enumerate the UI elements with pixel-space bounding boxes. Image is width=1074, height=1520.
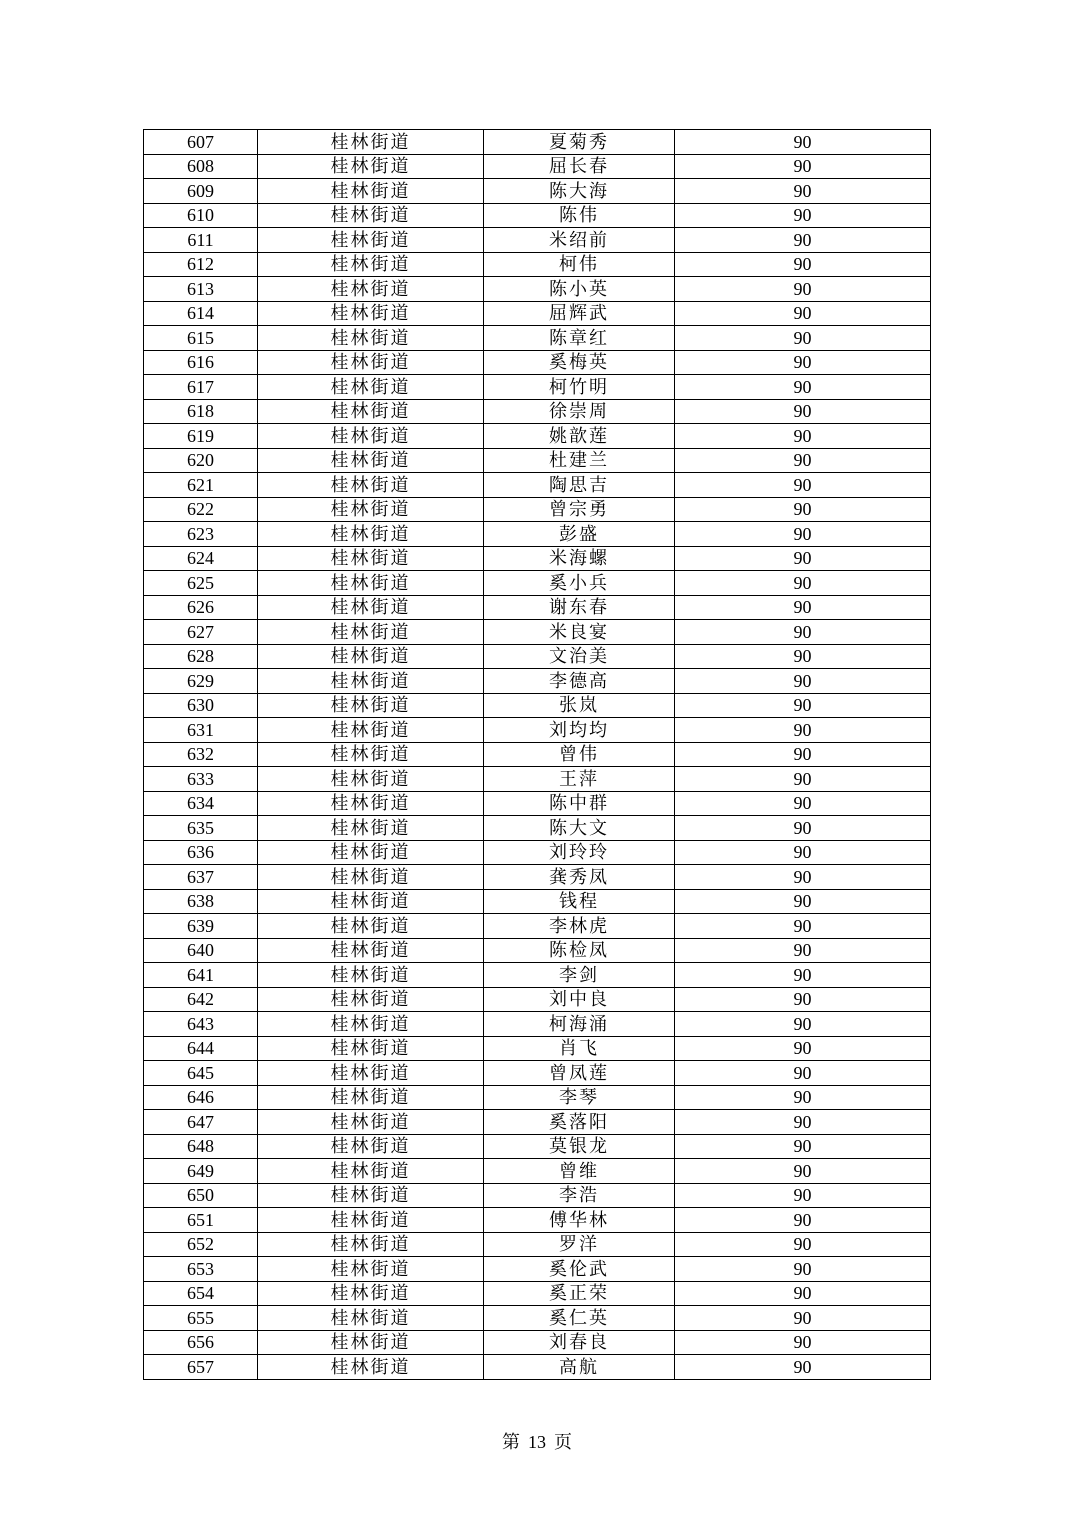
score-cell: 90 bbox=[675, 1306, 931, 1331]
name-cell: 夏菊秀 bbox=[484, 130, 675, 155]
name-cell: 柯海涌 bbox=[484, 1012, 675, 1037]
street-cell: 桂林街道 bbox=[258, 963, 484, 988]
street-cell: 桂林街道 bbox=[258, 889, 484, 914]
table-row bbox=[144, 326, 931, 351]
row-number-cell: 654 bbox=[144, 1281, 258, 1306]
street-cell: 桂林街道 bbox=[258, 301, 484, 326]
table-row bbox=[144, 252, 931, 277]
score-cell: 90 bbox=[675, 1183, 931, 1208]
table-row bbox=[144, 840, 931, 865]
name-cell: 张岚 bbox=[484, 693, 675, 718]
row-number-cell: 631 bbox=[144, 718, 258, 743]
name-cell: 陈中群 bbox=[484, 791, 675, 816]
score-cell: 90 bbox=[675, 938, 931, 963]
row-number-cell: 644 bbox=[144, 1036, 258, 1061]
name-cell: 奚小兵 bbox=[484, 571, 675, 596]
score-cell: 90 bbox=[675, 571, 931, 596]
score-cell: 90 bbox=[675, 1281, 931, 1306]
table-row bbox=[144, 1257, 931, 1282]
street-cell: 桂林街道 bbox=[258, 669, 484, 694]
score-cell: 90 bbox=[675, 963, 931, 988]
table-row bbox=[144, 1330, 931, 1355]
name-cell: 王萍 bbox=[484, 767, 675, 792]
score-cell: 90 bbox=[675, 840, 931, 865]
name-cell: 米良宴 bbox=[484, 620, 675, 645]
row-number-cell: 652 bbox=[144, 1232, 258, 1257]
street-cell: 桂林街道 bbox=[258, 326, 484, 351]
row-number-cell: 617 bbox=[144, 375, 258, 400]
score-cell: 90 bbox=[675, 424, 931, 449]
row-number-cell: 626 bbox=[144, 595, 258, 620]
street-cell: 桂林街道 bbox=[258, 228, 484, 253]
table-row bbox=[144, 669, 931, 694]
score-cell: 90 bbox=[675, 448, 931, 473]
name-cell: 刘均均 bbox=[484, 718, 675, 743]
street-cell: 桂林街道 bbox=[258, 1232, 484, 1257]
name-cell: 罗洋 bbox=[484, 1232, 675, 1257]
row-number-cell: 638 bbox=[144, 889, 258, 914]
score-cell: 90 bbox=[675, 130, 931, 155]
table-row bbox=[144, 620, 931, 645]
score-cell: 90 bbox=[675, 865, 931, 890]
street-cell: 桂林街道 bbox=[258, 1012, 484, 1037]
score-cell: 90 bbox=[675, 522, 931, 547]
row-number-cell: 633 bbox=[144, 767, 258, 792]
table-row bbox=[144, 693, 931, 718]
name-cell: 谢东春 bbox=[484, 595, 675, 620]
row-number-cell: 622 bbox=[144, 497, 258, 522]
table-row bbox=[144, 203, 931, 228]
name-cell: 杜建兰 bbox=[484, 448, 675, 473]
name-cell: 高航 bbox=[484, 1355, 675, 1380]
score-cell: 90 bbox=[675, 1012, 931, 1037]
street-cell: 桂林街道 bbox=[258, 571, 484, 596]
name-cell: 米海螺 bbox=[484, 546, 675, 571]
street-cell: 桂林街道 bbox=[258, 252, 484, 277]
row-number-cell: 641 bbox=[144, 963, 258, 988]
street-cell: 桂林街道 bbox=[258, 473, 484, 498]
score-cell: 90 bbox=[675, 1036, 931, 1061]
name-cell: 曾凤莲 bbox=[484, 1061, 675, 1086]
page-number: 13 bbox=[528, 1432, 546, 1452]
table-row bbox=[144, 277, 931, 302]
score-cell: 90 bbox=[675, 252, 931, 277]
table-row bbox=[144, 1159, 931, 1184]
street-cell: 桂林街道 bbox=[258, 938, 484, 963]
row-number-cell: 657 bbox=[144, 1355, 258, 1380]
street-cell: 桂林街道 bbox=[258, 375, 484, 400]
name-cell: 姚歆莲 bbox=[484, 424, 675, 449]
street-cell: 桂林街道 bbox=[258, 154, 484, 179]
name-cell: 傅华林 bbox=[484, 1208, 675, 1233]
street-cell: 桂林街道 bbox=[258, 130, 484, 155]
table-row bbox=[144, 1036, 931, 1061]
table-row bbox=[144, 718, 931, 743]
score-cell: 90 bbox=[675, 1134, 931, 1159]
street-cell: 桂林街道 bbox=[258, 1208, 484, 1233]
name-cell: 奚伦武 bbox=[484, 1257, 675, 1282]
table-row bbox=[144, 546, 931, 571]
row-number-cell: 653 bbox=[144, 1257, 258, 1282]
row-number-cell: 656 bbox=[144, 1330, 258, 1355]
name-cell: 李剑 bbox=[484, 963, 675, 988]
row-number-cell: 647 bbox=[144, 1110, 258, 1135]
table-row bbox=[144, 1085, 931, 1110]
row-number-cell: 623 bbox=[144, 522, 258, 547]
table-row bbox=[144, 399, 931, 424]
score-cell: 90 bbox=[675, 889, 931, 914]
row-number-cell: 615 bbox=[144, 326, 258, 351]
table-row bbox=[144, 595, 931, 620]
name-cell: 徐崇周 bbox=[484, 399, 675, 424]
footer-prefix: 第 bbox=[502, 1432, 520, 1452]
row-number-cell: 621 bbox=[144, 473, 258, 498]
name-cell: 陶思吉 bbox=[484, 473, 675, 498]
table-row bbox=[144, 1208, 931, 1233]
name-cell: 钱程 bbox=[484, 889, 675, 914]
table-row bbox=[144, 130, 931, 155]
street-cell: 桂林街道 bbox=[258, 448, 484, 473]
row-number-cell: 635 bbox=[144, 816, 258, 841]
table-row bbox=[144, 816, 931, 841]
score-cell: 90 bbox=[675, 987, 931, 1012]
score-cell: 90 bbox=[675, 375, 931, 400]
roster-table bbox=[143, 129, 931, 1380]
table-row bbox=[144, 228, 931, 253]
score-cell: 90 bbox=[675, 1159, 931, 1184]
name-cell: 李浩 bbox=[484, 1183, 675, 1208]
table-row bbox=[144, 1110, 931, 1135]
row-number-cell: 619 bbox=[144, 424, 258, 449]
table-row bbox=[144, 350, 931, 375]
name-cell: 莫银龙 bbox=[484, 1134, 675, 1159]
name-cell: 屈辉武 bbox=[484, 301, 675, 326]
street-cell: 桂林街道 bbox=[258, 816, 484, 841]
score-cell: 90 bbox=[675, 1355, 931, 1380]
row-number-cell: 634 bbox=[144, 791, 258, 816]
score-cell: 90 bbox=[675, 473, 931, 498]
table-row bbox=[144, 1306, 931, 1331]
street-cell: 桂林街道 bbox=[258, 1281, 484, 1306]
score-cell: 90 bbox=[675, 1257, 931, 1282]
score-cell: 90 bbox=[675, 154, 931, 179]
score-cell: 90 bbox=[675, 277, 931, 302]
table-row bbox=[144, 473, 931, 498]
score-cell: 90 bbox=[675, 791, 931, 816]
table-row bbox=[144, 154, 931, 179]
street-cell: 桂林街道 bbox=[258, 791, 484, 816]
footer-suffix: 页 bbox=[554, 1432, 572, 1452]
table-row bbox=[144, 963, 931, 988]
row-number-cell: 629 bbox=[144, 669, 258, 694]
name-cell: 陈大海 bbox=[484, 179, 675, 204]
table-row bbox=[144, 571, 931, 596]
street-cell: 桂林街道 bbox=[258, 1306, 484, 1331]
street-cell: 桂林街道 bbox=[258, 840, 484, 865]
name-cell: 李琴 bbox=[484, 1085, 675, 1110]
street-cell: 桂林街道 bbox=[258, 179, 484, 204]
row-number-cell: 639 bbox=[144, 914, 258, 939]
row-number-cell: 643 bbox=[144, 1012, 258, 1037]
table-row bbox=[144, 1355, 931, 1380]
table-row bbox=[144, 865, 931, 890]
table-row bbox=[144, 938, 931, 963]
table-row bbox=[144, 1183, 931, 1208]
table-row bbox=[144, 1281, 931, 1306]
street-cell: 桂林街道 bbox=[258, 595, 484, 620]
table-row bbox=[144, 522, 931, 547]
table-row bbox=[144, 1134, 931, 1159]
score-cell: 90 bbox=[675, 326, 931, 351]
table-row bbox=[144, 889, 931, 914]
score-cell: 90 bbox=[675, 914, 931, 939]
name-cell: 奚梅英 bbox=[484, 350, 675, 375]
street-cell: 桂林街道 bbox=[258, 1355, 484, 1380]
table-row bbox=[144, 1232, 931, 1257]
row-number-cell: 620 bbox=[144, 448, 258, 473]
row-number-cell: 618 bbox=[144, 399, 258, 424]
row-number-cell: 645 bbox=[144, 1061, 258, 1086]
row-number-cell: 646 bbox=[144, 1085, 258, 1110]
street-cell: 桂林街道 bbox=[258, 644, 484, 669]
table-row bbox=[144, 179, 931, 204]
row-number-cell: 611 bbox=[144, 228, 258, 253]
street-cell: 桂林街道 bbox=[258, 1257, 484, 1282]
table-row bbox=[144, 497, 931, 522]
table-row bbox=[144, 1012, 931, 1037]
name-cell: 彭盛 bbox=[484, 522, 675, 547]
name-cell: 奚落阳 bbox=[484, 1110, 675, 1135]
page-footer bbox=[0, 1431, 1074, 1453]
street-cell: 桂林街道 bbox=[258, 1330, 484, 1355]
score-cell: 90 bbox=[675, 301, 931, 326]
row-number-cell: 609 bbox=[144, 179, 258, 204]
street-cell: 桂林街道 bbox=[258, 914, 484, 939]
table-row bbox=[144, 742, 931, 767]
row-number-cell: 612 bbox=[144, 252, 258, 277]
table-row bbox=[144, 791, 931, 816]
street-cell: 桂林街道 bbox=[258, 399, 484, 424]
street-cell: 桂林街道 bbox=[258, 1159, 484, 1184]
row-number-cell: 642 bbox=[144, 987, 258, 1012]
score-cell: 90 bbox=[675, 1232, 931, 1257]
street-cell: 桂林街道 bbox=[258, 620, 484, 645]
score-cell: 90 bbox=[675, 497, 931, 522]
street-cell: 桂林街道 bbox=[258, 1085, 484, 1110]
table-row bbox=[144, 375, 931, 400]
row-number-cell: 614 bbox=[144, 301, 258, 326]
name-cell: 李林虎 bbox=[484, 914, 675, 939]
row-number-cell: 625 bbox=[144, 571, 258, 596]
street-cell: 桂林街道 bbox=[258, 718, 484, 743]
score-cell: 90 bbox=[675, 669, 931, 694]
name-cell: 曾维 bbox=[484, 1159, 675, 1184]
row-number-cell: 655 bbox=[144, 1306, 258, 1331]
row-number-cell: 628 bbox=[144, 644, 258, 669]
table-row bbox=[144, 644, 931, 669]
row-number-cell: 649 bbox=[144, 1159, 258, 1184]
score-cell: 90 bbox=[675, 1330, 931, 1355]
table-row bbox=[144, 301, 931, 326]
table-row bbox=[144, 1061, 931, 1086]
score-cell: 90 bbox=[675, 1085, 931, 1110]
row-number-cell: 627 bbox=[144, 620, 258, 645]
table-row bbox=[144, 424, 931, 449]
street-cell: 桂林街道 bbox=[258, 497, 484, 522]
name-cell: 屈长春 bbox=[484, 154, 675, 179]
row-number-cell: 616 bbox=[144, 350, 258, 375]
score-cell: 90 bbox=[675, 1110, 931, 1135]
row-number-cell: 648 bbox=[144, 1134, 258, 1159]
street-cell: 桂林街道 bbox=[258, 742, 484, 767]
street-cell: 桂林街道 bbox=[258, 424, 484, 449]
name-cell: 曾伟 bbox=[484, 742, 675, 767]
table-row bbox=[144, 914, 931, 939]
name-cell: 刘中良 bbox=[484, 987, 675, 1012]
name-cell: 米绍前 bbox=[484, 228, 675, 253]
street-cell: 桂林街道 bbox=[258, 767, 484, 792]
row-number-cell: 651 bbox=[144, 1208, 258, 1233]
name-cell: 刘春良 bbox=[484, 1330, 675, 1355]
street-cell: 桂林街道 bbox=[258, 277, 484, 302]
score-cell: 90 bbox=[675, 203, 931, 228]
name-cell: 柯伟 bbox=[484, 252, 675, 277]
name-cell: 陈大文 bbox=[484, 816, 675, 841]
table-row bbox=[144, 767, 931, 792]
street-cell: 桂林街道 bbox=[258, 546, 484, 571]
name-cell: 陈伟 bbox=[484, 203, 675, 228]
name-cell: 陈章红 bbox=[484, 326, 675, 351]
name-cell: 奚正荣 bbox=[484, 1281, 675, 1306]
row-number-cell: 610 bbox=[144, 203, 258, 228]
row-number-cell: 608 bbox=[144, 154, 258, 179]
row-number-cell: 624 bbox=[144, 546, 258, 571]
street-cell: 桂林街道 bbox=[258, 1061, 484, 1086]
street-cell: 桂林街道 bbox=[258, 1134, 484, 1159]
score-cell: 90 bbox=[675, 742, 931, 767]
row-number-cell: 630 bbox=[144, 693, 258, 718]
score-cell: 90 bbox=[675, 399, 931, 424]
name-cell: 陈小英 bbox=[484, 277, 675, 302]
name-cell: 柯竹明 bbox=[484, 375, 675, 400]
roster-table-body bbox=[144, 130, 931, 1380]
score-cell: 90 bbox=[675, 644, 931, 669]
street-cell: 桂林街道 bbox=[258, 865, 484, 890]
row-number-cell: 637 bbox=[144, 865, 258, 890]
score-cell: 90 bbox=[675, 1061, 931, 1086]
score-cell: 90 bbox=[675, 767, 931, 792]
name-cell: 龚秀凤 bbox=[484, 865, 675, 890]
row-number-cell: 632 bbox=[144, 742, 258, 767]
name-cell: 陈检凤 bbox=[484, 938, 675, 963]
street-cell: 桂林街道 bbox=[258, 693, 484, 718]
row-number-cell: 607 bbox=[144, 130, 258, 155]
score-cell: 90 bbox=[675, 179, 931, 204]
row-number-cell: 636 bbox=[144, 840, 258, 865]
street-cell: 桂林街道 bbox=[258, 1183, 484, 1208]
row-number-cell: 650 bbox=[144, 1183, 258, 1208]
score-cell: 90 bbox=[675, 620, 931, 645]
score-cell: 90 bbox=[675, 228, 931, 253]
score-cell: 90 bbox=[675, 350, 931, 375]
street-cell: 桂林街道 bbox=[258, 203, 484, 228]
score-cell: 90 bbox=[675, 595, 931, 620]
name-cell: 刘玲玲 bbox=[484, 840, 675, 865]
street-cell: 桂林街道 bbox=[258, 1036, 484, 1061]
name-cell: 曾宗勇 bbox=[484, 497, 675, 522]
table-row bbox=[144, 987, 931, 1012]
score-cell: 90 bbox=[675, 693, 931, 718]
street-cell: 桂林街道 bbox=[258, 522, 484, 547]
row-number-cell: 640 bbox=[144, 938, 258, 963]
name-cell: 文治美 bbox=[484, 644, 675, 669]
street-cell: 桂林街道 bbox=[258, 987, 484, 1012]
street-cell: 桂林街道 bbox=[258, 350, 484, 375]
score-cell: 90 bbox=[675, 718, 931, 743]
street-cell: 桂林街道 bbox=[258, 1110, 484, 1135]
table-row bbox=[144, 448, 931, 473]
name-cell: 奚仁英 bbox=[484, 1306, 675, 1331]
row-number-cell: 613 bbox=[144, 277, 258, 302]
score-cell: 90 bbox=[675, 1208, 931, 1233]
score-cell: 90 bbox=[675, 546, 931, 571]
score-cell: 90 bbox=[675, 816, 931, 841]
name-cell: 肖飞 bbox=[484, 1036, 675, 1061]
name-cell: 李德高 bbox=[484, 669, 675, 694]
